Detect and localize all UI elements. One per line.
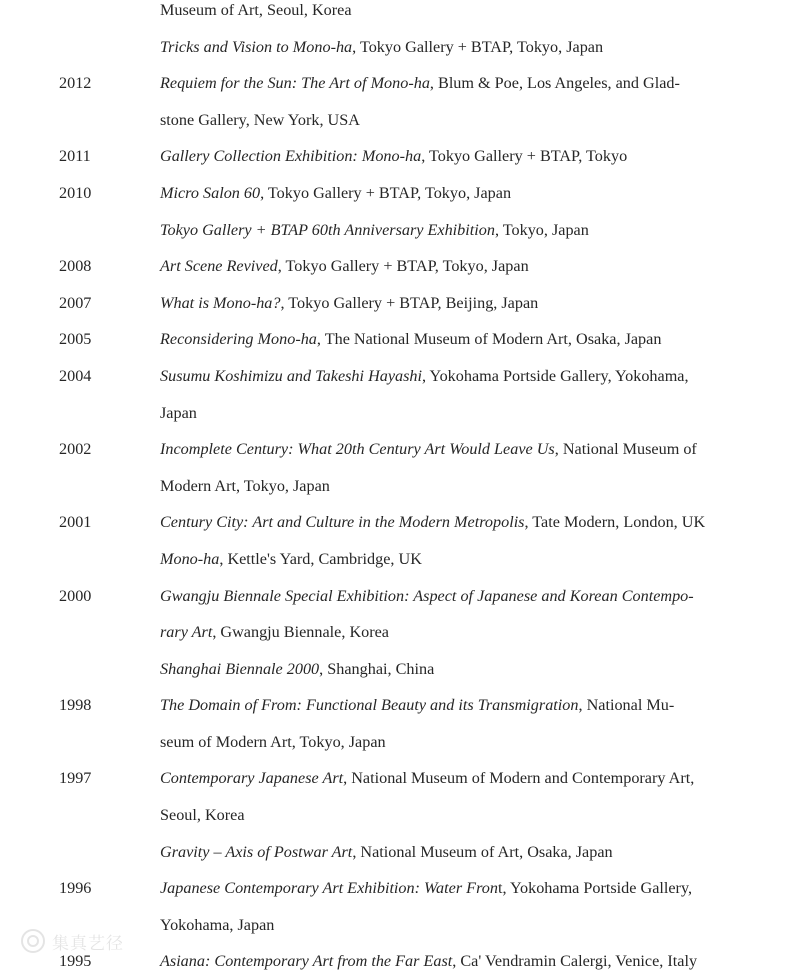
- exhibition-line: [0, 321, 800, 358]
- exhibition-title: Requiem for the Sun: The Art of Mono-ha: [160, 74, 430, 93]
- exhibition-venue: stone Gallery, New York, USA: [160, 110, 360, 129]
- exhibition-title: Gravity – Axis of Postwar Art: [160, 842, 353, 861]
- exhibition-venue: Yokohama, Japan: [160, 915, 275, 934]
- exhibition-title: Art Scene Revived: [160, 257, 278, 276]
- exhibition-line: [0, 431, 800, 468]
- exhibition-title: Shanghai Biennale 2000: [160, 659, 320, 678]
- exhibition-title: Susumu Koshimizu and Takeshi Hayashi: [160, 366, 423, 385]
- exhibition-year: 2002: [59, 440, 92, 459]
- exhibition-line: [0, 65, 800, 102]
- exhibition-venue: , National Museum of Art, Osaka, Japan: [352, 842, 613, 861]
- exhibition-text: [160, 285, 538, 322]
- exhibition-title: The Domain of From: Functional Beauty and its Transmigration: [160, 696, 579, 715]
- exhibition-text: [160, 504, 705, 541]
- exhibition-text: [160, 578, 694, 615]
- exhibition-title: Tricks and Vision to Mono-ha: [160, 37, 353, 56]
- exhibition-line: [0, 578, 800, 615]
- exhibition-title: Japanese Contemporary Art Exhibition: Water Fron: [160, 879, 498, 898]
- exhibition-year: 1996: [59, 879, 92, 898]
- exhibition-line: [0, 504, 800, 541]
- exhibition-venue: , National Museum of Modern and Contemporary Art,: [343, 769, 695, 788]
- exhibition-line: [0, 285, 800, 322]
- exhibition-title: Gallery Collection Exhibition: Mono-ha: [160, 147, 422, 166]
- exhibition-text: [160, 651, 434, 688]
- exhibition-text: [160, 687, 674, 724]
- exhibition-year: 2001: [59, 513, 92, 532]
- exhibition-venue: , National Mu-: [578, 696, 675, 715]
- exhibition-text: [160, 468, 330, 505]
- exhibition-title: What is Mono-ha?: [160, 293, 281, 312]
- exhibition-text: [160, 395, 197, 432]
- exhibition-text: [160, 138, 627, 175]
- exhibition-line: [0, 29, 800, 66]
- exhibition-text: [160, 834, 613, 871]
- exhibition-text: [160, 321, 661, 358]
- exhibition-venue: t, Yokohama Portside Gallery,: [497, 879, 693, 898]
- exhibition-line: [0, 0, 800, 29]
- exhibition-year: 2005: [59, 330, 92, 349]
- exhibition-text: [160, 65, 680, 102]
- exhibition-venue: Modern Art, Tokyo, Japan: [160, 476, 330, 495]
- exhibition-text: [160, 212, 589, 249]
- exhibition-venue: , Shanghai, China: [319, 659, 435, 678]
- exhibition-text: [160, 614, 389, 651]
- exhibition-text: [160, 541, 422, 578]
- exhibition-title: Mono-ha: [160, 549, 220, 568]
- exhibition-line: [0, 395, 800, 432]
- exhibition-line: [0, 468, 800, 505]
- exhibition-text: [160, 175, 511, 212]
- exhibition-year: 1995: [59, 952, 92, 971]
- exhibition-title: Tokyo Gallery + BTAP 60th Anniversary Exhibition: [160, 220, 495, 239]
- watermark: [20, 928, 124, 954]
- exhibition-title: Incomplete Century: What 20th Century Art Would Leave Us: [160, 440, 555, 459]
- exhibition-text: [160, 907, 274, 944]
- exhibition-venue: , Kettle's Yard, Cambridge, UK: [219, 549, 422, 568]
- exhibition-venue: Seoul, Korea: [160, 806, 245, 825]
- exhibition-year: 1997: [59, 769, 92, 788]
- exhibition-title: Gwangju Biennale Special Exhibition: Aspect of Japanese and Korean Contempo-: [160, 586, 694, 605]
- exhibition-title: rary Art: [160, 623, 213, 642]
- exhibition-venue: , Tokyo Gallery + BTAP, Beijing, Japan: [280, 293, 539, 312]
- exhibition-venue: , Tokyo Gallery + BTAP, Tokyo: [421, 147, 628, 166]
- exhibition-venue: , The National Museum of Modern Art, Osaka, Japan: [316, 330, 662, 349]
- exhibition-line: [0, 541, 800, 578]
- exhibition-venue: Japan: [160, 403, 197, 422]
- exhibition-text: [160, 248, 529, 285]
- exhibition-title: Contemporary Japanese Art: [160, 769, 344, 788]
- exhibition-venue: , Tokyo Gallery + BTAP, Tokyo, Japan: [260, 183, 512, 202]
- exhibition-venue: , Tate Modern, London, UK: [524, 513, 706, 532]
- watermark-text: 集真艺径: [52, 933, 124, 954]
- exhibition-text: [160, 29, 603, 66]
- exhibition-venue: , Yokohama Portside Gallery, Yokohama,: [422, 366, 689, 385]
- exhibition-line: [0, 651, 800, 688]
- exhibition-text: [160, 431, 697, 468]
- exhibition-line: [0, 248, 800, 285]
- exhibition-year: 2008: [59, 257, 92, 276]
- exhibition-venue: , Tokyo Gallery + BTAP, Tokyo, Japan: [352, 37, 604, 56]
- exhibition-title: Asiana: Contemporary Art from the Far East: [160, 952, 453, 971]
- exhibition-text: [160, 870, 692, 907]
- exhibition-year: 2000: [59, 586, 92, 605]
- exhibition-line: [0, 175, 800, 212]
- exhibition-year: 2010: [59, 183, 92, 202]
- exhibition-line: [0, 358, 800, 395]
- exhibition-venue: , Tokyo, Japan: [494, 220, 589, 239]
- exhibition-year: 2007: [59, 293, 92, 312]
- exhibition-venue: , Ca' Vendramin Calergi, Venice, Italy: [452, 952, 698, 971]
- exhibition-line: [0, 870, 800, 907]
- exhibition-text: [160, 724, 386, 761]
- exhibition-year: 2012: [59, 74, 92, 93]
- exhibition-text: [160, 797, 245, 834]
- exhibition-venue: , Tokyo Gallery + BTAP, Tokyo, Japan: [277, 257, 529, 276]
- exhibition-year: 2011: [59, 147, 91, 166]
- exhibition-line: [0, 760, 800, 797]
- exhibition-venue: seum of Modern Art, Tokyo, Japan: [160, 732, 386, 751]
- exhibition-line: [0, 212, 800, 249]
- exhibition-text: [160, 760, 694, 797]
- exhibition-line: [0, 724, 800, 761]
- exhibition-venue: , National Museum of: [554, 440, 697, 459]
- exhibition-venue: , Gwangju Biennale, Korea: [212, 623, 389, 642]
- exhibition-title: Reconsidering Mono-ha: [160, 330, 317, 349]
- exhibition-title: Century City: Art and Culture in the Modern Metropolis: [160, 513, 525, 532]
- exhibition-line: [0, 138, 800, 175]
- exhibition-line: [0, 687, 800, 724]
- exhibition-text: [160, 358, 689, 395]
- exhibition-line: [0, 614, 800, 651]
- exhibition-text: [160, 0, 352, 29]
- exhibition-line: [0, 797, 800, 834]
- exhibition-year: 1998: [59, 696, 92, 715]
- exhibition-title: Micro Salon 60: [160, 183, 261, 202]
- exhibition-line: [0, 102, 800, 139]
- camera-lens-icon: [20, 928, 46, 954]
- exhibition-year: 2004: [59, 366, 92, 385]
- exhibition-text: [160, 102, 360, 139]
- exhibition-venue: , Blum & Poe, Los Angeles, and Glad-: [429, 74, 680, 93]
- exhibition-venue: Museum of Art, Seoul, Korea: [160, 1, 352, 19]
- exhibition-line: [0, 834, 800, 871]
